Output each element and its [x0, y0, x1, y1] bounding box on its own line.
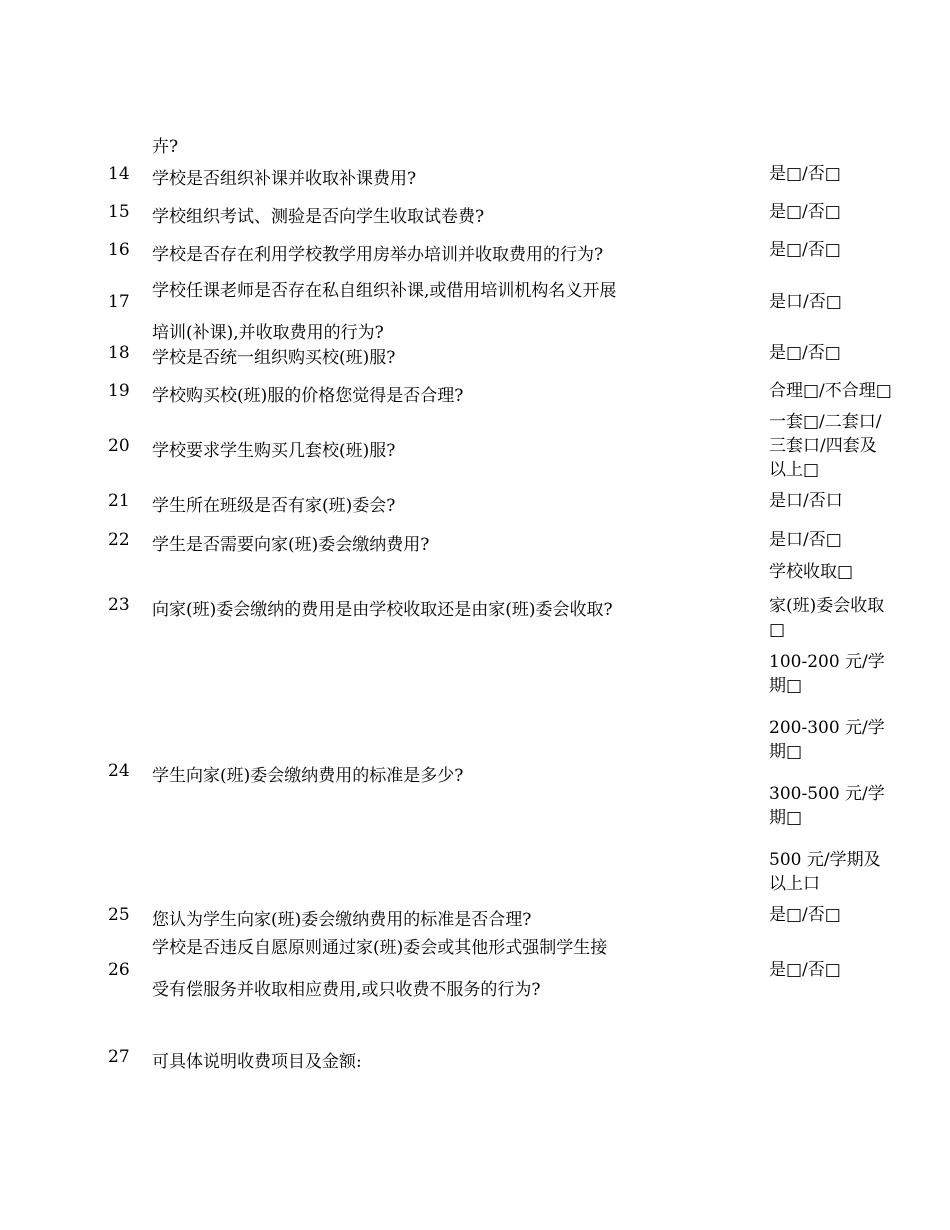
- question-line: 学生所在班级是否有家(班)委会?: [152, 496, 396, 516]
- answer-option[interactable]: □: [769, 620, 786, 640]
- question-line: 受有偿服务并收取相应费用,或只收费不服务的行为?: [152, 980, 541, 1000]
- question-text: [152, 164, 712, 189]
- question-number: 21: [108, 491, 130, 511]
- answer-option[interactable]: 是口/否□: [769, 530, 842, 550]
- question-line: 学校是否违反自愿原则通过家(班)委会或其他形式强制学生接: [152, 938, 608, 958]
- question-text: [152, 436, 712, 461]
- question-text: [152, 1047, 712, 1072]
- question-number: 26: [108, 960, 130, 980]
- question-number: 25: [108, 905, 130, 925]
- question-continuation-text: 卉?: [152, 137, 179, 157]
- answer-option[interactable]: 期□: [769, 742, 803, 762]
- answer-option[interactable]: 是□/否□: [769, 164, 841, 184]
- answer-options[interactable]: [769, 560, 909, 642]
- answer-option[interactable]: 以上□: [769, 460, 820, 480]
- answer-options[interactable]: [769, 528, 909, 552]
- answer-options[interactable]: [769, 200, 909, 224]
- question-line: 学校是否存在利用学校教学用房举办培训并收取费用的行为?: [152, 245, 604, 265]
- question-line: 学校是否组织补课并收取补课费用?: [152, 169, 417, 189]
- question-text: [152, 530, 712, 555]
- answer-option[interactable]: 是□/否□: [769, 343, 841, 363]
- question-line: 培训(补课),并收取费用的行为?: [152, 323, 384, 343]
- question-number: 27: [108, 1047, 130, 1067]
- question-text: [152, 595, 712, 620]
- answer-option[interactable]: 期□: [769, 808, 803, 828]
- question-number: 18: [108, 343, 130, 363]
- answer-option[interactable]: 期□: [769, 676, 803, 696]
- answer-option[interactable]: 100-200 元/学: [769, 652, 885, 672]
- answer-option[interactable]: 合理□/不合理□: [769, 381, 892, 401]
- answer-option[interactable]: 是□/否□: [769, 960, 841, 980]
- question-line: 学校要求学生购买几套校(班)服?: [152, 441, 396, 461]
- question-text: [152, 343, 712, 368]
- question-text: [152, 491, 712, 516]
- question-number: 23: [108, 595, 130, 615]
- answer-option[interactable]: 500 元/学期及: [769, 850, 881, 870]
- answer-options[interactable]: [769, 650, 909, 896]
- question-line: 学生是否需要向家(班)委会缴纳费用?: [152, 535, 430, 555]
- question-number: 15: [108, 202, 130, 222]
- question-line: 可具体说明收费项目及金额:: [152, 1052, 362, 1072]
- answer-options[interactable]: [769, 290, 909, 314]
- answer-options[interactable]: [769, 410, 909, 482]
- question-text: [152, 202, 712, 227]
- answer-option[interactable]: 以上口: [769, 874, 820, 894]
- question-line: 学校组织考试、测验是否向学生收取试卷费?: [152, 207, 485, 227]
- question-number: 24: [108, 761, 130, 781]
- answer-option[interactable]: 是口/否□: [769, 292, 842, 312]
- answer-options[interactable]: [769, 162, 909, 186]
- answer-options[interactable]: [769, 379, 909, 403]
- answer-options[interactable]: [769, 958, 909, 982]
- question-number: 22: [108, 530, 130, 550]
- question-number: 16: [108, 240, 130, 260]
- question-text: [152, 381, 712, 406]
- answer-option[interactable]: 是口/否口: [769, 491, 843, 511]
- answer-option[interactable]: 一套□/二套口/: [769, 412, 882, 432]
- answer-option[interactable]: 三套口/四套及: [769, 436, 877, 456]
- answer-option[interactable]: 学校收取□: [769, 562, 854, 582]
- answer-option[interactable]: 家(班)委会收取: [769, 596, 885, 616]
- question-number: 14: [108, 164, 130, 184]
- answer-option[interactable]: 是□/否□: [769, 240, 841, 260]
- question-text: [152, 240, 712, 265]
- question-text: [152, 270, 712, 354]
- question-line: 学校购买校(班)服的价格您觉得是否合理?: [152, 386, 464, 406]
- question-line: 您认为学生向家(班)委会缴纳费用的标准是否合理?: [152, 910, 532, 930]
- answer-option[interactable]: 是□/否□: [769, 905, 841, 925]
- question-text: [152, 927, 712, 1011]
- question-line: 向家(班)委会缴纳的费用是由学校收取还是由家(班)委会收取?: [152, 600, 613, 620]
- question-number: 17: [108, 292, 130, 312]
- question-number: 19: [108, 381, 130, 401]
- question-number: 20: [108, 436, 130, 456]
- answer-options[interactable]: [769, 341, 909, 365]
- question-line: 学校是否统一组织购买校(班)服?: [152, 348, 396, 368]
- answer-option[interactable]: 是□/否□: [769, 202, 841, 222]
- answer-options[interactable]: [769, 238, 909, 262]
- question-line: 学生向家(班)委会缴纳费用的标准是多少?: [152, 766, 464, 786]
- answer-option[interactable]: 200-300 元/学: [769, 718, 885, 738]
- answer-option[interactable]: 300-500 元/学: [769, 784, 885, 804]
- question-line: 学校任课老师是否存在私自组织补课,或借用培训机构名义开展: [152, 281, 617, 301]
- question-text: [152, 761, 712, 786]
- answer-options[interactable]: [769, 489, 909, 513]
- answer-options[interactable]: [769, 903, 909, 927]
